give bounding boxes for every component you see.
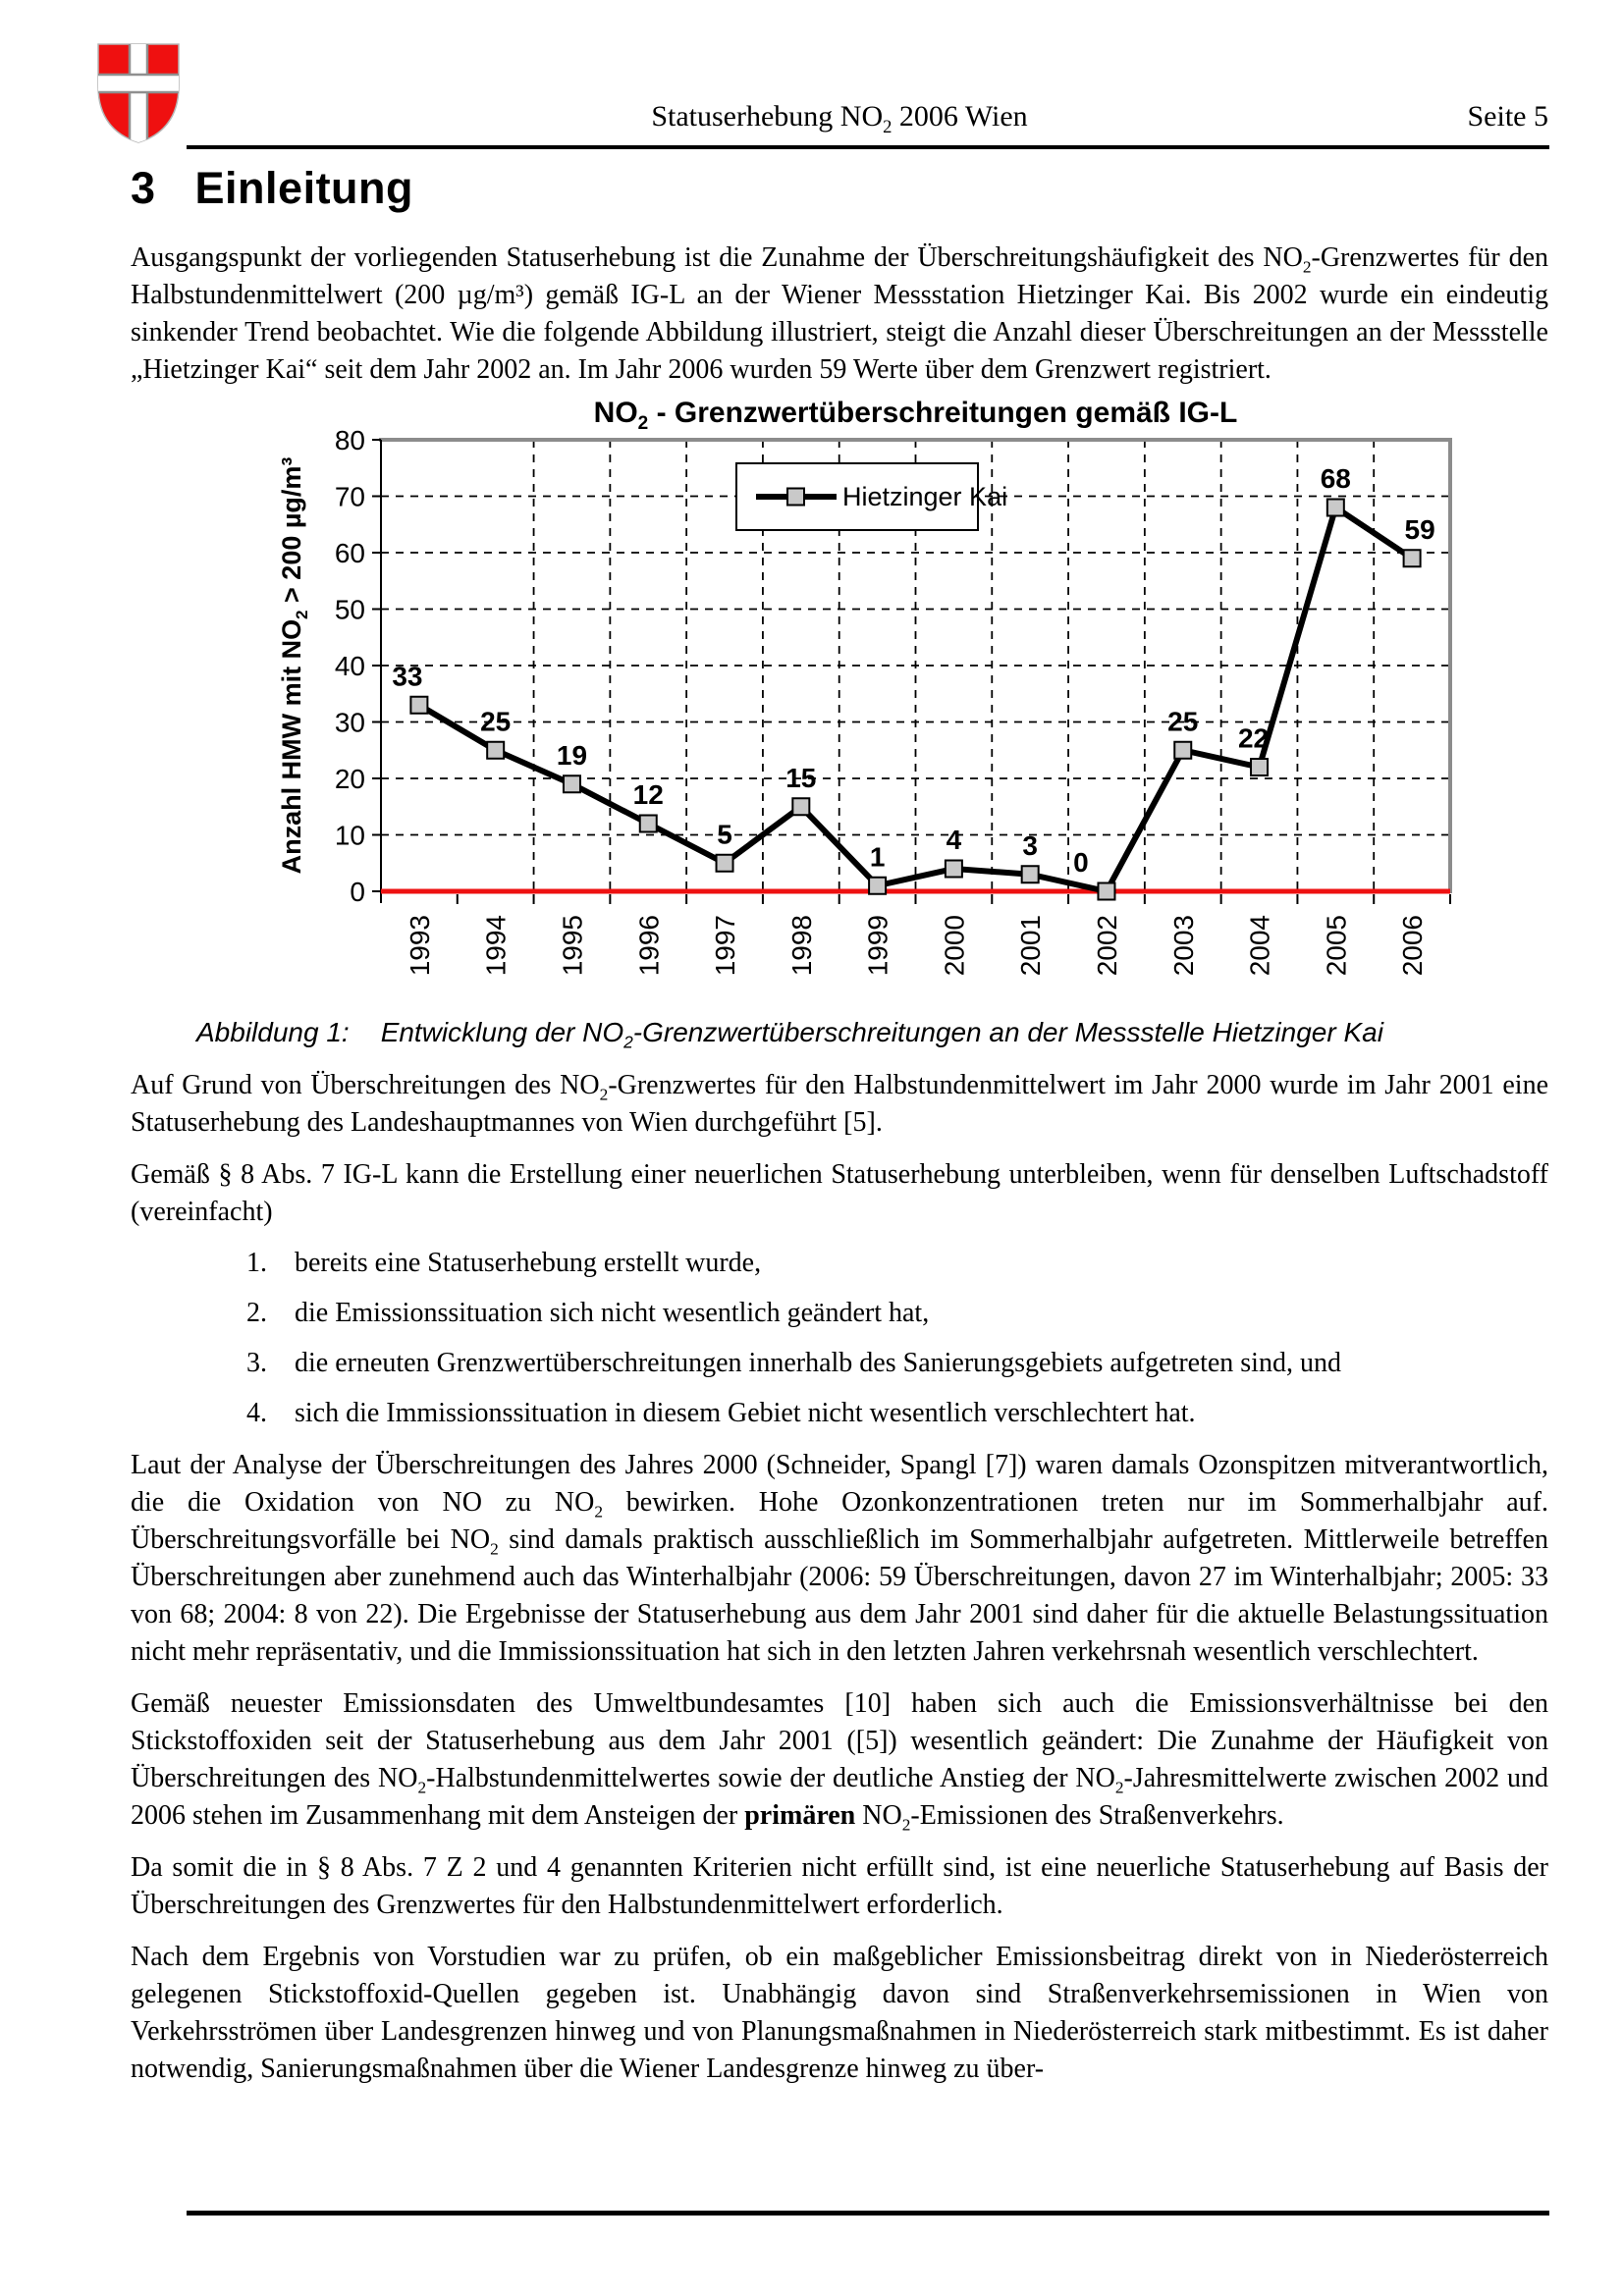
- list-item: die erneuten Grenzwertüberschreitungen innerhalb des Sanierungsgebiets aufgetreten sind, und: [295, 1348, 1341, 1378]
- data-point-marker: [1022, 866, 1039, 882]
- figure-caption: [196, 1013, 1548, 1052]
- x-axis-tick-label: 2002: [1091, 915, 1122, 977]
- page-header: [131, 0, 1548, 143]
- data-point-label: 15: [785, 762, 817, 793]
- y-tick-label: 80: [334, 425, 365, 455]
- y-tick-label: 0: [350, 877, 365, 907]
- x-axis-tick-label: 2000: [939, 915, 970, 977]
- y-tick-label: 10: [334, 820, 365, 851]
- data-point-marker: [869, 878, 886, 894]
- data-point-marker: [410, 697, 427, 714]
- y-tick-label: 20: [334, 764, 365, 794]
- data-point-label: 4: [946, 825, 962, 855]
- x-axis-tick-label: 2001: [1015, 915, 1047, 977]
- section-heading: [131, 163, 1548, 214]
- data-point-label: 5: [717, 819, 732, 850]
- no2-line-chart: [275, 391, 1502, 1009]
- data-point-label: 3: [1022, 829, 1038, 861]
- page-number: Seite 5: [1467, 100, 1548, 133]
- x-axis-tick-label: 1997: [710, 915, 741, 977]
- data-point-marker: [487, 742, 504, 759]
- data-point-marker: [564, 775, 580, 792]
- footer-divider: [187, 2211, 1549, 2216]
- data-point-label: 22: [1237, 722, 1270, 754]
- data-point-label: 19: [556, 739, 588, 771]
- x-axis-tick-label: 1996: [633, 915, 665, 977]
- data-point-label: 33: [392, 661, 423, 692]
- chart-title: $NO_2$ - Grenzwertüberschreitungen gemäß IG-L: [593, 397, 1238, 434]
- criteria-list: [131, 1245, 1548, 1432]
- data-point-label: 25: [1167, 706, 1199, 737]
- section-number: 3: [131, 163, 156, 213]
- y-tick-label: 70: [334, 481, 365, 512]
- list-item: bereits eine Statuserhebung erstellt wurde,: [295, 1248, 762, 1278]
- list-item: sich die Immissionssituation in diesem Gebiet nicht wesentlich verschlechtert hat.: [295, 1398, 1196, 1428]
- running-title: Statuserhebung $NO_2$ 2006 Wien: [651, 100, 1028, 137]
- data-point-label: 59: [1404, 513, 1435, 545]
- x-axis-tick-label: 1995: [557, 915, 588, 977]
- y-tick-label: 30: [334, 707, 365, 738]
- legend-label: Hietzinger Kai: [842, 482, 1008, 511]
- data-point-label: 68: [1320, 463, 1351, 494]
- paragraph-intro: Ausgangspunkt der vorliegenden Statuserhebung ist die Zunahme der Überschreitungshäufigkeit des $NO_2$-Grenzwertes für den Halbstundenmittelwert (200 µg/m³) gemäß IG-L an der Wiener Messstation Hietzinger Kai. Bis 2002 wurde ein eindeutig sinkender Trend beobachtet. Wie die folgende Abbildung illustriert, steigt die Anzahl dieser Überschreitungen an der Messstelle „Hietzinger Kai“ seit dem Jahr 2002 an. Im Jahr 2006 wurden 59 Werte über dem Grenzwert registriert.: [131, 242, 1548, 385]
- x-axis-tick-label: 2003: [1167, 915, 1199, 977]
- paragraph-neuerliche-statuserhebung: Da somit die in § 8 Abs. 7 Z 2 und 4 genannten Kriterien nicht erfüllt sind, ist eine neuerliche Statuserhebung auf Basis der Überschreitungen des Grenzwertes für den Halbstundenmittelwert erforderlich.: [131, 1852, 1548, 1920]
- data-point-marker: [946, 861, 962, 878]
- paragraph-vorstudien: Nach dem Ergebnis von Vorstudien war zu prüfen, ob ein maßgeblicher Emissionsbeitrag direkt von in Niederösterreich gelegenen Stickstoffoxid-Quellen gegeben ist. Unabhängig davon sind Straßenverkehrsemissionen in Wien von Verkehrsströmen über Landesgrenzen hinweg und von Planungsmaßnahmen in Niederösterreich stark mitbestimmt. Es ist daher notwendig, Sanierungsmaßnahmen über die Wiener Landesgrenze hinweg zu über-: [131, 1942, 1548, 2084]
- data-point-marker: [1174, 742, 1191, 759]
- y-tick-label: 40: [334, 651, 365, 681]
- data-point-marker: [792, 798, 809, 815]
- section-title: Einleitung: [194, 163, 414, 213]
- paragraph-analyse-2000: Laut der Analyse der Überschreitungen des Jahres 2000 (Schneider, Spangl [7]) waren damals Ozonspitzen mitverantwortlich, die die Oxidation von NO zu $NO_2$ bewirken. Hohe Ozonkonzentrationen treten nur im Sommerhalbjahr auf. Überschreitungsvorfälle bei $NO_2$ sind damals praktisch ausschließlich im Sommerhalbjahr aufgetreten. Mittlerweile betreffen Überschreitungen aber zunehmend auch das Winterhalbjahr (2006: 59 Überschreitungen, davon 27 im Winterhalbjahr; 2005: 33 von 68; 2004: 8 von 22). Die Ergebnisse der Statuserhebung aus dem Jahr 2001 sind daher für die aktuelle Belastungssituation nicht mehr repräsentativ, und die Immissionssituation hat sich in den letzten Jahren verkehrsnah wesentlich verschlechtert.: [131, 1450, 1549, 1667]
- paragraph-emissionsdaten: Gemäß neuester Emissionsdaten des Umweltbundesamtes [10] haben sich auch die Emissionsverhältnisse bei den Stickstoffoxiden seit der Statuserhebung aus dem Jahr 2001 ([5]) wesentlich geändert: Die Zunahme der Häufigkeit von Überschreitungen des $NO_2$-Halbstundenmittelwertes sowie der deutliche Anstieg der $NO_2$-Jahresmittelwerte zwischen 2002 und 2006 stehen im Zusammenhang mit dem Ansteigen der primären $NO_2$-Emissionen des Straßenverkehrs.: [131, 1688, 1548, 1835]
- figure-caption-text: Entwicklung der $NO_2$-Grenzwertüberschreitungen an der Messstelle Hietzinger Kai: [380, 1017, 1383, 1052]
- list-item: die Emissionssituation sich nicht wesentlich geändert hat,: [295, 1298, 930, 1328]
- data-point-label: 12: [632, 779, 664, 810]
- figure-chart: [275, 391, 1548, 1009]
- data-point-label: 25: [480, 706, 512, 737]
- data-point-marker: [1327, 500, 1344, 516]
- x-axis-tick-label: 1993: [404, 915, 435, 977]
- figure-caption-label: Abbildung 1:: [196, 1017, 350, 1047]
- data-point-marker: [717, 855, 733, 872]
- paragraph-ig-l-kriterien: Gemäß § 8 Abs. 7 IG-L kann die Erstellung einer neuerlichen Statuserhebung unterbleiben, wenn für denselben Luftschadstoff (vereinfacht): [131, 1159, 1548, 1227]
- x-axis-tick-label: 1999: [862, 915, 893, 977]
- data-point-label: 0: [1073, 847, 1089, 878]
- data-point-marker: [640, 816, 657, 832]
- header-divider: [187, 145, 1549, 149]
- y-tick-label: 50: [334, 594, 365, 625]
- x-axis-tick-label: 2005: [1321, 915, 1352, 977]
- legend-marker: [787, 489, 804, 506]
- x-axis-tick-label: 1998: [785, 915, 817, 977]
- data-point-marker: [1251, 759, 1268, 775]
- data-point-marker: [1098, 883, 1114, 900]
- data-point-label: 1: [869, 841, 886, 873]
- x-axis-tick-label: 2006: [1397, 915, 1429, 977]
- x-axis-tick-label: 1994: [480, 915, 512, 977]
- x-axis-tick-label: 2004: [1244, 914, 1275, 977]
- y-tick-label: 60: [334, 538, 365, 568]
- data-point-marker: [1404, 550, 1421, 566]
- paragraph-statuserhebung-2001: Auf Grund von Überschreitungen des $NO_2$-Grenzwertes für den Halbstundenmittelwert im Jahr 2000 wurde im Jahr 2001 eine Statuserhebung des Landeshauptmannes von Wien durchgeführt [5].: [131, 1070, 1549, 1138]
- y-axis-label: Anzahl HMW mit $NO_2 > 200$ µg/m³: [277, 456, 311, 875]
